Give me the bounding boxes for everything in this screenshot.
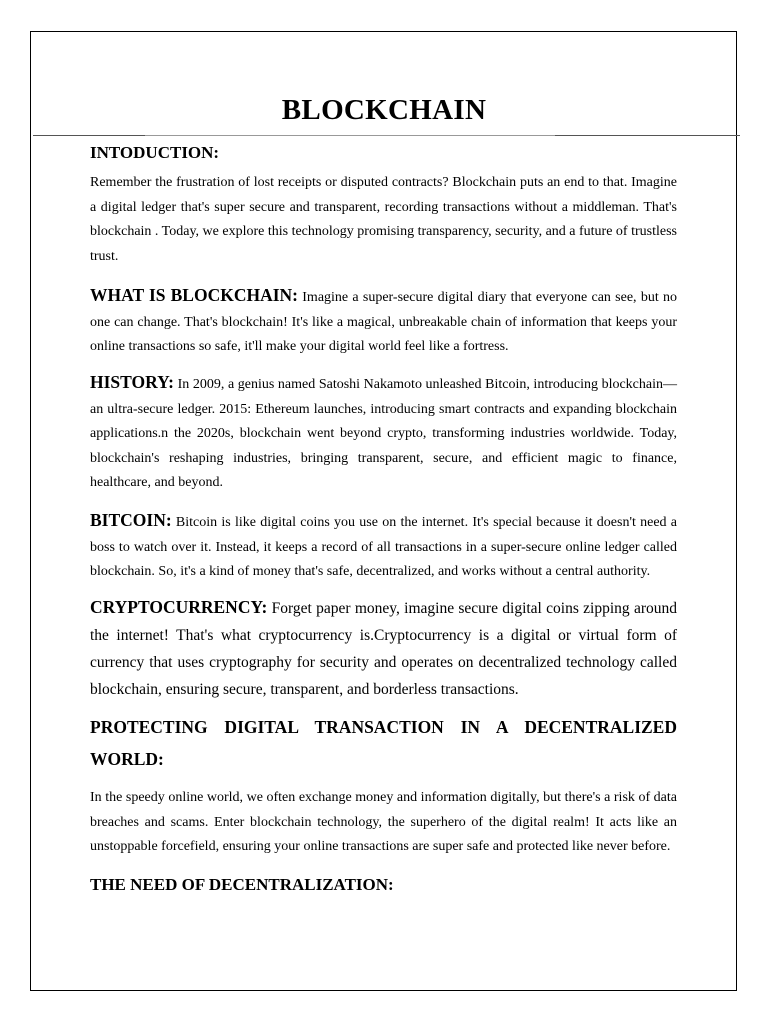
section-introduction <box>90 143 677 163</box>
what-is-blockchain-body: Imagine a super-secure digital diary that everyone can see, but no one can change. That's blockchain! It's like a magical, unbreakable chain of information that keeps your online transactions so safe, it'll make your digital world feel like a fortress. <box>90 290 677 354</box>
what-is-blockchain-heading: WHAT IS BLOCKCHAIN: <box>90 285 298 305</box>
introduction-body: Remember the frustration of lost receipts or disputed contracts? Blockchain puts an end to that. Imagine a digital ledger that's super secure and transparent, recording transactions without a middleman. That's blockchain . Today, we explore this technology promising transparency, security, and a future of trustless trust. <box>90 175 677 264</box>
introduction-heading: INTODUCTION: <box>90 143 220 162</box>
section-cryptocurrency <box>90 594 677 703</box>
bitcoin-body: Bitcoin is like digital coins you use on the internet. It's special because it doesn't need a boss to watch over it. Instead, it keeps a record of all transactions in a super-secure online ledger called blockchain. So, it's a kind of money that's safe, decentralized, and works without a central authority. <box>90 515 677 579</box>
section-need-decentralization <box>90 875 677 895</box>
section-bitcoin <box>90 508 677 585</box>
protecting-heading: PROTECTING DIGITAL TRANSACTION IN A DECENTRALIZED WORLD: <box>90 717 677 769</box>
title-rule-right <box>555 135 740 136</box>
section-what-is-blockchain <box>90 283 677 360</box>
document-title: BLOCKCHAIN <box>281 94 487 126</box>
history-body: In 2009, a genius named Satoshi Nakamoto unleashed Bitcoin, introducing blockchain—an ultra-secure ledger. 2015: Ethereum launches, introducing smart contracts and expanding blockchain applications.n the 2020s, blockchain went beyond crypto, transforming industries worldwide. Today, blockchain's reshaping industries, bringing transparent, secure, and efficient magic to finance, healthcare, and beyond. <box>90 377 677 490</box>
introduction-body-wrap <box>90 171 677 269</box>
section-history <box>90 370 677 496</box>
cryptocurrency-heading: CRYPTOCURRENCY: <box>90 597 268 617</box>
cryptocurrency-body: Forget paper money, imagine secure digital coins zipping around the internet! That's what cryptocurrency is.Cryptocurrency is a digital or virtual form of currency that uses cryptography for security and operates on decentralized technology called blockchain, ensuring secure, transparent, and borderless transactions. <box>90 600 677 698</box>
bitcoin-heading: BITCOIN: <box>90 510 172 530</box>
protecting-body-wrap <box>90 786 677 860</box>
title-rule-middle <box>145 135 555 136</box>
section-protecting <box>90 711 677 775</box>
need-decentralization-heading: THE NEED OF DECENTRALIZATION: <box>90 875 394 894</box>
title-rule-left <box>33 135 145 136</box>
protecting-body: In the speedy online world, we often exchange money and information digitally, but there's a risk of data breaches and scams. Enter blockchain technology, the superhero of the digital realm! It acts like an unstoppable forcefield, ensuring your online transactions are super safe and protected like never before. <box>90 790 677 854</box>
history-heading: HISTORY: <box>90 372 175 392</box>
